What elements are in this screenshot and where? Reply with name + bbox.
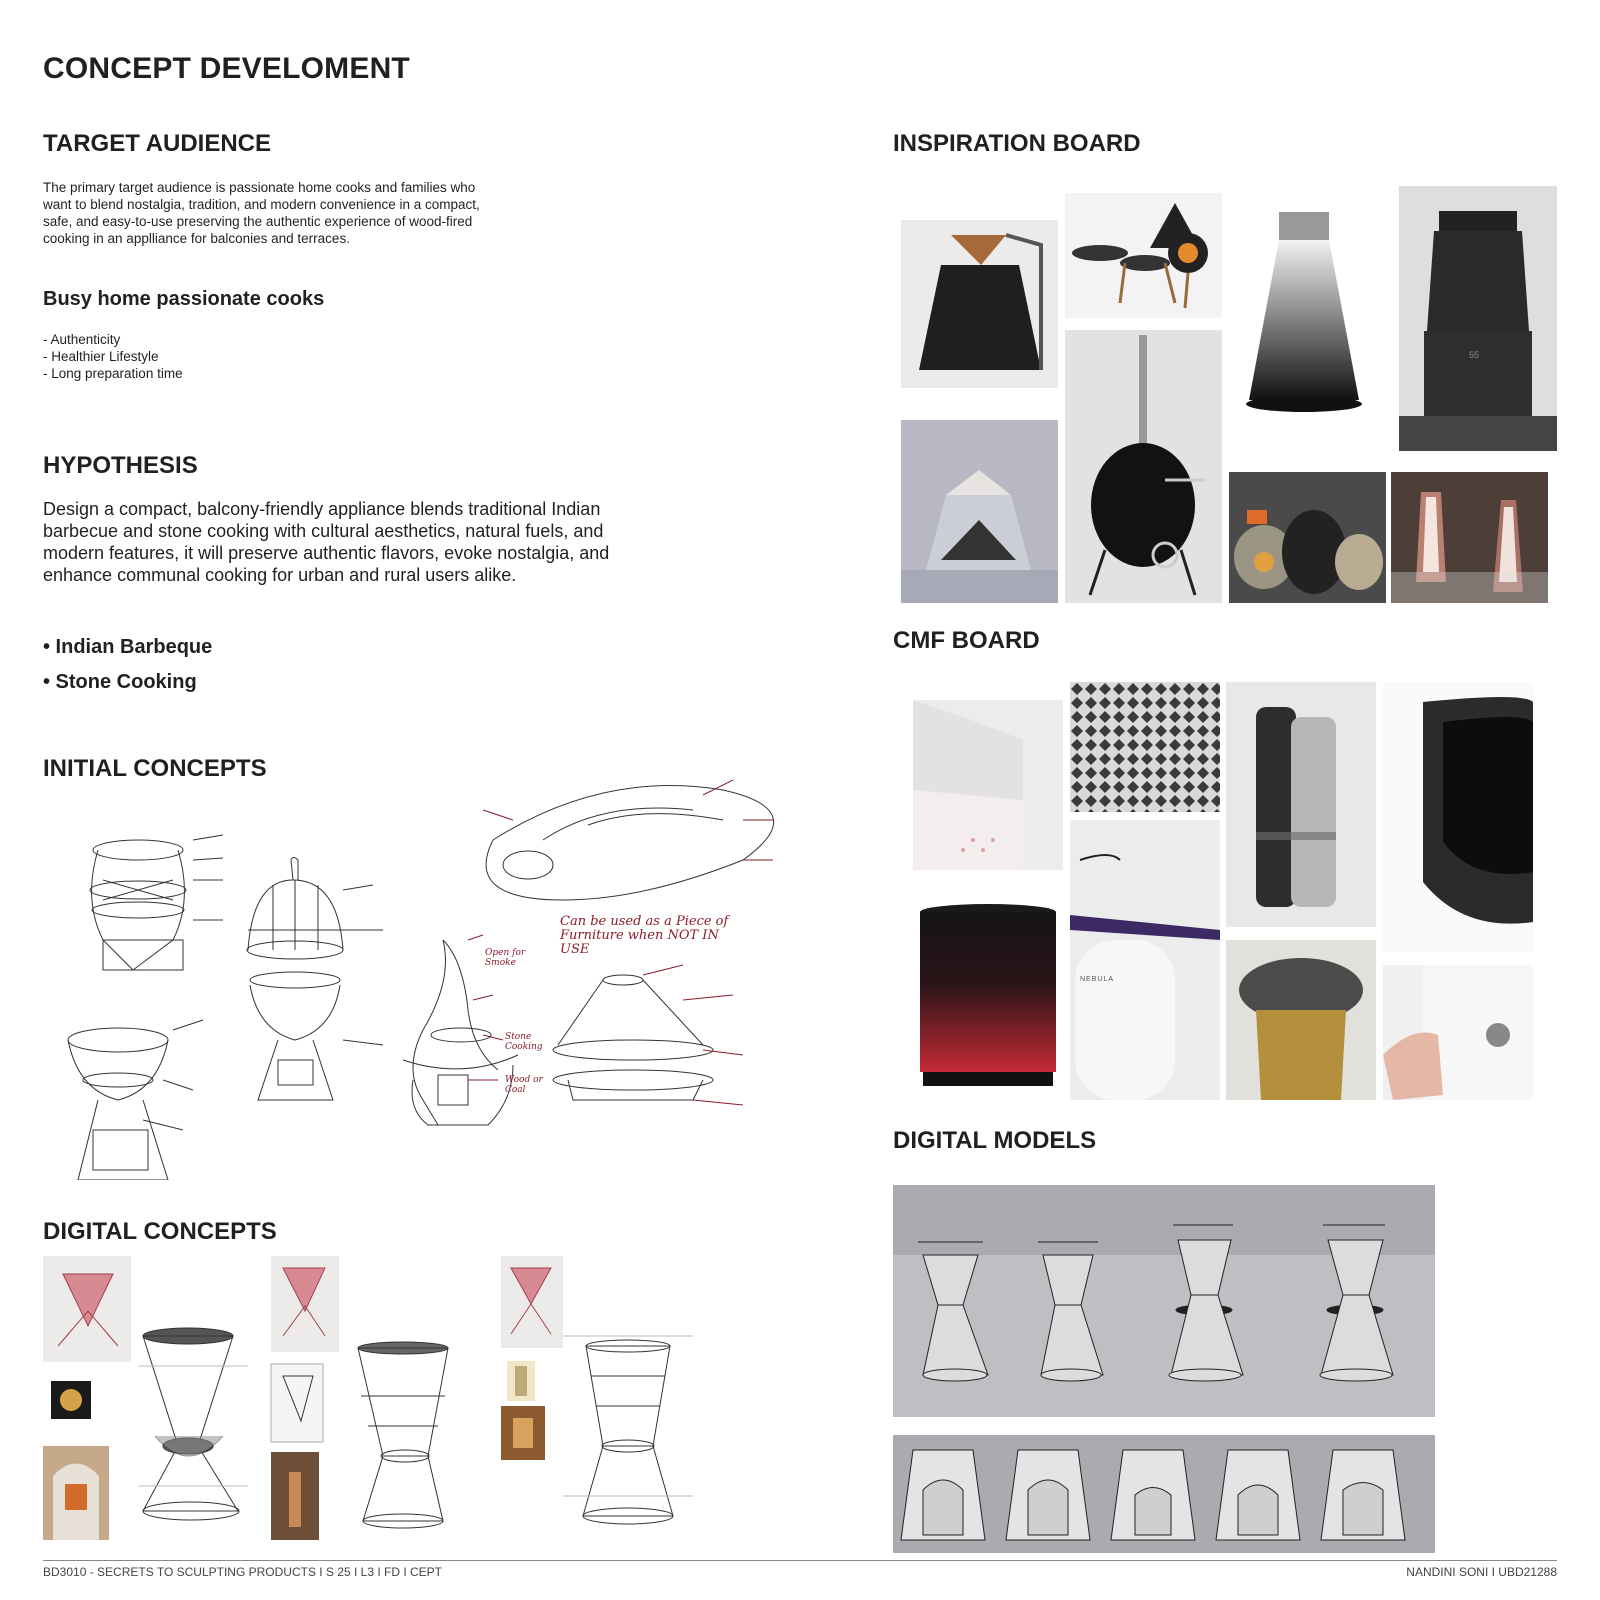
inspiration-image-fire-pits bbox=[1065, 193, 1222, 318]
hypothesis-heading: HYPOTHESIS bbox=[43, 452, 198, 479]
digital-models-render-front bbox=[893, 1435, 1435, 1553]
cmf-image-concrete-bowl bbox=[1383, 682, 1533, 952]
initial-concepts-sketches bbox=[43, 780, 813, 1180]
initial-concepts-heading: INITIAL CONCEPTS bbox=[43, 755, 267, 782]
inspiration-image-gradient-speaker bbox=[1229, 200, 1379, 420]
sketch-cage-top bbox=[90, 835, 223, 970]
nebula-label: NEBULA bbox=[1080, 976, 1115, 983]
inspiration-image-clay-ovens bbox=[1229, 472, 1386, 603]
sketch-annotation-smoke: Open for Smoke bbox=[485, 948, 526, 968]
footer-course: BD3010 - SECRETS TO SCULPTING PRODUCTS I S 25 I L3 I FD I CEPT bbox=[43, 1565, 442, 1579]
audience-subheading: Busy home passionate cooks bbox=[43, 288, 325, 310]
cmf-image-red-gradient bbox=[913, 900, 1063, 1090]
digital-concepts-sketches bbox=[43, 1256, 743, 1546]
sketch-annotation-wood: Wood or Coal bbox=[505, 1075, 543, 1095]
cmf-image-lava-stone-table bbox=[1226, 940, 1376, 1100]
sketch-annotation-furniture: Can be used as a Piece of Furniture when NOT IN USE bbox=[560, 914, 729, 957]
humidifier-label: 55 bbox=[1469, 350, 1480, 360]
cmf-image-grinders bbox=[1226, 682, 1376, 927]
hypothesis-bullets bbox=[43, 636, 212, 706]
cmf-image-white-speaker bbox=[913, 700, 1063, 870]
inspiration-image-speaker-cone bbox=[901, 220, 1058, 388]
target-audience-body: The primary target audience is passionate home cooks and families who want to blend nostalgia, tradition, and modern convenience in a compact, safe, and easy-to-use preserving the authentic experience of wood-fired cooking in an applliance for balconies and terraces. bbox=[43, 180, 480, 246]
inspiration-image-lamps bbox=[1391, 472, 1548, 603]
inspiration-image-egg-grill bbox=[1065, 330, 1222, 603]
digital-models-render-side bbox=[893, 1185, 1435, 1417]
inspiration-image-humidifier bbox=[1399, 186, 1557, 451]
audience-point: - Long preparation time bbox=[43, 366, 183, 381]
inspiration-image-volcano bbox=[901, 420, 1058, 603]
hypothesis-bullet: • Indian Barbeque bbox=[43, 636, 213, 658]
cmf-image-textured-disc bbox=[1383, 965, 1533, 1100]
audience-point: - Authenticity bbox=[43, 332, 121, 347]
inspiration-board-heading: INSPIRATION BOARD bbox=[893, 130, 1141, 157]
footer-author: NANDINI SONI I UBD21288 bbox=[1406, 1565, 1557, 1579]
page-title: CONCEPT DEVELOMENT bbox=[43, 52, 410, 85]
footer bbox=[43, 1560, 1557, 1579]
cmf-image-nebula bbox=[1070, 820, 1220, 1100]
digital-models-heading: DIGITAL MODELS bbox=[893, 1127, 1097, 1154]
cmf-board-heading: CMF BOARD bbox=[893, 627, 1040, 654]
sketch-annotation-stone: Stone Cooking bbox=[505, 1032, 543, 1052]
audience-points bbox=[43, 331, 183, 382]
cmf-image-perforated-metal bbox=[1070, 682, 1220, 812]
target-audience-heading: TARGET AUDIENCE bbox=[43, 130, 271, 157]
digital-concepts-heading: DIGITAL CONCEPTS bbox=[43, 1218, 277, 1245]
hypothesis-body: Design a compact, balcony-friendly appliance blends traditional Indian barbecue and stone cooking with cultural aesthetics, natural fuels, and modern features, it will preserve authentic flavors, evoke nostalgia, and enhance communal cooking for urban and rural users alike. bbox=[43, 499, 610, 585]
audience-point: - Healthier Lifestyle bbox=[43, 349, 159, 364]
hypothesis-bullet: • Stone Cooking bbox=[43, 671, 197, 693]
